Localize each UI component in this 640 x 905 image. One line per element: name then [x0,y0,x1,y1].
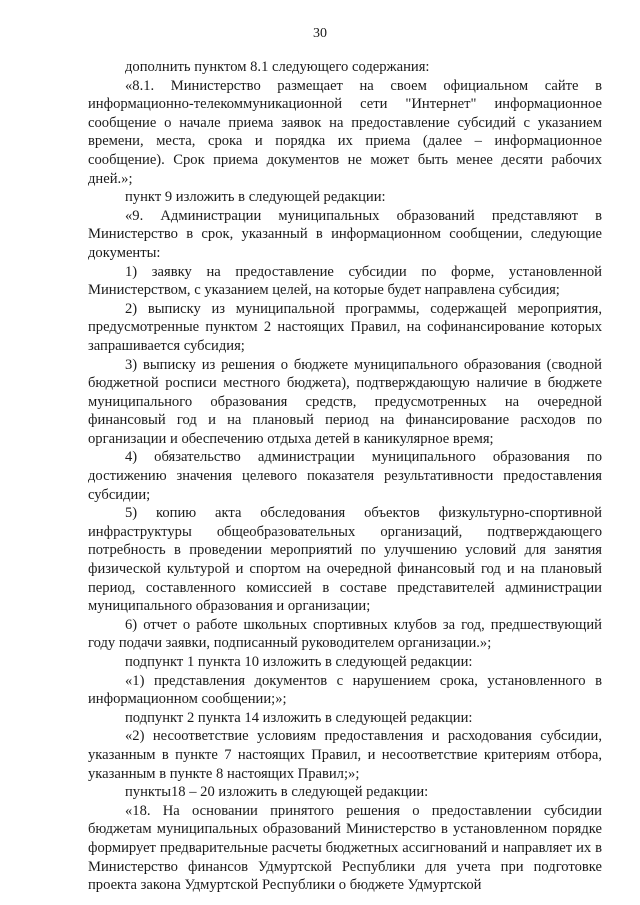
paragraph-1: дополнить пунктом 8.1 следующего содержания: [125,59,430,75]
paragraph-15: пункты18 – 20 изложить в следующей редакции: [125,784,429,801]
paragraph-9: 5) копию акта обследования объектов физкультурно-спортивной инфраструктуры общеобразовательных организаций, подтверждающего потребность в проведении мероприятий по улучшению условий для занятия физической культурой и спортом на очередной финансовый год и на плановый период, составленного комиссией в составе представителей администрации муниципального образования и организации; [88,505,602,615]
paragraph-11: подпункт 1 пункта 10 изложить в следующей редакции: [125,654,473,670]
paragraph-3: пункт 9 изложить в следующей редакции: [125,189,386,206]
paragraph-8: 4) обязательство администрации муниципального образования по достижению значения целевого показателя результативности предоставления субсидии; [88,449,602,503]
paragraph-5: 1) заявку на предоставление субсидии по форме, установленной Министерством, с указанием целей, на которые будет направлена субсидия; [88,263,602,299]
paragraph-7: 3) выписку из решения о бюджете муниципального образования (сводной бюджетной росписи местного бюджета), подтверждающую наличие в бюджете муниципального образования средств, предусмотренных на очередной финансовый год и на плановый период на финансирование расходов по организации и обеспечению отдыха детей в каникулярное время; [88,356,602,447]
paragraph-13: подпункт 2 пункта 14 изложить в следующей редакции: [125,709,473,726]
paragraph-2: «8.1. Министерство размещает на своем официальном сайте в информационно-телекоммуникационной сети "Интернет" информационное сообщение о начале приема заявок на предоставление субсидий с указанием времени, места, срока и порядка их приема (далее – информационное сообщение). Срок приема документов не может быть менее десяти рабочих дней.»; [88,77,602,187]
document-body [88,58,602,895]
paragraph-16: «18. На основании принятого решения о предоставлении субсидии бюджетам муниципальных образований Министерство в установленном порядке формирует предварительные расчеты бюджетных ассигнований и направляет их в Министерство финансов Удмуртской Республики для учета при подготовке проекта закона Удмуртской Республики о бюджете Удмуртской [88,802,602,894]
paragraph-14: «2) несоответствие условиям предоставления и расходования субсидии, указанным в пункте 7 настоящих Правил, и несоответствие критериям отбора, указанным в пункте 8 настоящих Правил;»; [88,728,602,782]
page-number: 30 [313,26,327,41]
paragraph-12: «1) представления документов с нарушением срока, установленного в информационном сообщении;»; [88,672,602,708]
paragraph-6: 2) выписку из муниципальной программы, содержащей мероприятия, предусмотренные пунктом 2 настоящих Правил, на софинансирование которых запрашивается субсидия; [88,300,602,354]
paragraph-4: «9. Администрации муниципальных образований представляют в Министерство в срок, указанный в информационном сообщении, следующие документы: [88,207,602,261]
paragraph-10: 6) отчет о работе школьных спортивных клубов за год, предшествующий году подачи заявки, подписанный руководителем организации.»; [88,616,602,652]
